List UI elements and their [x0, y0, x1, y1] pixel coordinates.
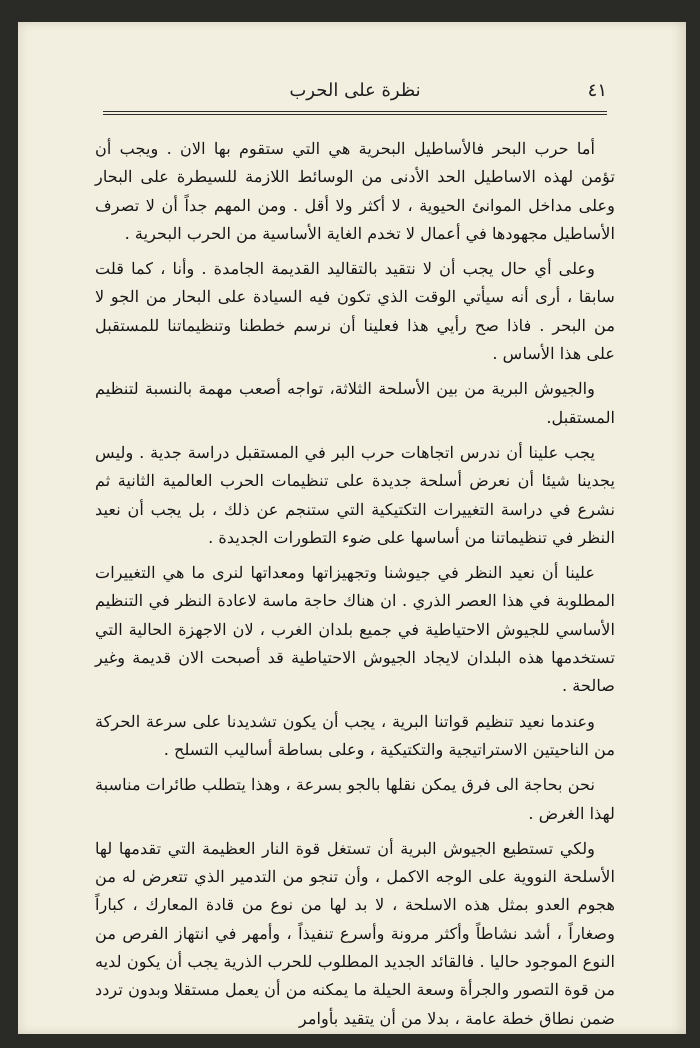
- paragraph-land-armies: والجيوش البرية من بين الأسلحة الثلاثة، تواجه أصعب مهمة بالنسبة لتنظيم المستقبل.: [95, 379, 615, 427]
- body-text: [95, 135, 615, 1040]
- paragraph-traditions: وعلى أي حال يجب أن لا نتقيد بالتقاليد القديمة الجامدة . وأنا ، كما قلت سابقا ، أرى أنه سيأتي الوقت الذي تكون فيه السيادة على البحار من الجو لا من البحر . فاذا صح رأيي هذا فعلينا أن نرسم خططنا وتنظيماتنا للمستقبل على هذا الأساس .: [95, 259, 615, 364]
- paragraph-naval-war: أما حرب البحر فالأساطيل البحرية هي التي ستقوم بها الان . ويجب أن تؤمن لهذه الاساطيل الحد الأدنى من الوسائط اللازمة للسيطرة على البحار وعلى مداخل الموانئ الحيوية ، لا أكثر ولا أقل . ومن المهم جداً أن لا تصرف الأساطيل مجهودها في أعمال لا تخدم الغاية الأساسية من الحرب البحرية .: [95, 139, 615, 243]
- page-header: [103, 80, 607, 114]
- paragraph-mobility: وعندما نعيد تنظيم قواتنا البرية ، يجب أن يكون تشديدنا على سرعة الحركة من الناحيتين الاستراتيجية والتكتيكية ، وعلى بساطة أساليب التسلح .: [95, 711, 615, 759]
- header-rule-double: [103, 114, 607, 115]
- paragraph-nuclear-leaders: ولكي تستطيع الجيوش البرية أن تستغل قوة النار العظيمة التي تقدمها لها الأسلحة النووية على الوجه الاكمل ، وأن تنجو من التدمير الذي تتعرض له من هجوم العدو بمثل هذه الاسلحة ، لا بد لها من نوع من قادة المعارك ، كباراً وصغاراً ، أشد نشاطاً وأكثر مرونة وأسرع تنفيذاً ، وأمهر في انتهاز الفرص من النوع الموجود حاليا . فالقائد الجديد المطلوب للحرب الذرية يجب أن يكون لديه من قوة التصور والجرأة وسعة الحيلة ما يمكنه من أن يعمل مستقلا وبدون تردد ضمن نطاق خطة عامة ، بدلا من أن يتقيد بأوامر: [95, 838, 615, 1028]
- paragraph-land-war-study: يجب علينا أن ندرس اتجاهات حرب البر في المستقبل دراسة جدية . وليس يجدينا شيئا أن نعرض أسلحة جديدة على تنظيمات الحرب العالمية الثانية ثم نشرع في دراسة التغييرات التكتيكية التي ستنجم عن ذلك ، بل يجب أن نعيد النظر في تنظيماتنا من أساسها على ضوء التطورات الجديدة .: [95, 442, 615, 547]
- header-rule: [103, 111, 607, 112]
- paragraph-reserve-armies: علينا أن نعيد النظر في جيوشنا وتجهيزاتها ومعداتها لنرى ما هي التغييرات المطلوبة في هذا العصر الذري . ان هناك حاجة ماسة لاعادة النظر في التنظيم الأساسي للجيوش الاحتياطية في جميع بلدان الغرب ، لان الاجهزة الحالية التي تستخدمها هذه البلدان لايجاد الجيوش الاحتياطية قد أصبحت الان قديمة وغير صالحة .: [95, 563, 615, 696]
- paragraph-airlift: نحن بحاجة الى فرق يمكن نقلها بالجو بسرعة ، وهذا يتطلب طائرات مناسبة لهذا الغرض .: [95, 775, 615, 823]
- page-number: ٤١: [587, 80, 607, 101]
- running-title: نظرة على الحرب: [289, 80, 421, 101]
